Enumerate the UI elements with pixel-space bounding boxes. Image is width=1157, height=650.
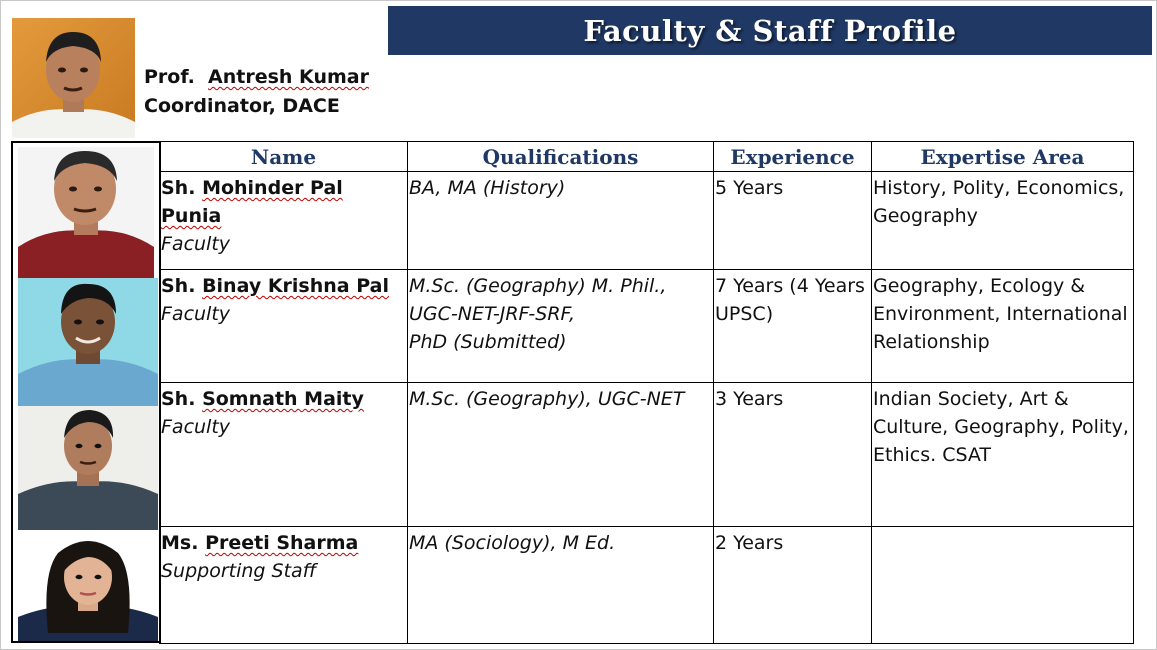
staff-photo (18, 533, 158, 641)
qualifications-cell: M.Sc. (Geography) M. Phil., UGC-NET-JRF-SRF, PhD (Submitted) (408, 270, 714, 383)
staff-photo (18, 406, 158, 530)
name-cell (160, 172, 408, 270)
page-title: Faculty & Staff Profile (583, 13, 957, 48)
qualifications-cell: MA (Sociology), M Ed. (408, 527, 714, 644)
title-banner (388, 6, 1152, 55)
staff-role: Faculty (161, 303, 231, 325)
coordinator-info (144, 63, 369, 121)
experience-cell: 5 Years (714, 172, 872, 270)
staff-name: Sh. Mohinder Pal Punia (161, 177, 343, 227)
table-row (160, 172, 1134, 270)
table-row (160, 383, 1134, 527)
experience-cell: 2 Years (714, 527, 872, 644)
table-row (160, 270, 1134, 383)
table-header-row (160, 142, 1134, 172)
coordinator-name: Antresh Kumar (208, 66, 369, 88)
qualifications-cell: BA, MA (History) (408, 172, 714, 270)
column-header-experience: Experience (714, 142, 872, 172)
photo-column (11, 141, 161, 643)
staff-photo (18, 278, 158, 406)
column-header-expertise: Expertise Area (872, 142, 1134, 172)
staff-table (159, 141, 1134, 644)
coordinator-title: Prof. (144, 66, 195, 88)
expertise-cell (872, 527, 1134, 644)
coordinator-photo (12, 18, 135, 138)
experience-cell: 3 Years (714, 383, 872, 527)
table-row (160, 527, 1134, 644)
qualifications-cell: M.Sc. (Geography), UGC-NET (408, 383, 714, 527)
expertise-cell: History, Polity, Economics, Geography (872, 172, 1134, 270)
coordinator-name-line (144, 63, 369, 92)
staff-name: Ms. Preeti Sharma (161, 532, 359, 554)
name-cell (160, 383, 408, 527)
staff-role: Supporting Staff (161, 560, 317, 582)
experience-cell: 7 Years (4 Years UPSC) (714, 270, 872, 383)
staff-role: Faculty (161, 416, 231, 438)
staff-photo (18, 147, 154, 278)
name-cell (160, 270, 408, 383)
expertise-cell: Geography, Ecology & Environment, International Relationship (872, 270, 1134, 383)
column-header-qualifications: Qualifications (408, 142, 714, 172)
staff-name: Sh. Binay Krishna Pal (161, 275, 389, 297)
staff-role: Faculty (161, 233, 231, 255)
column-header-name: Name (160, 142, 408, 172)
expertise-cell: Indian Society, Art & Culture, Geography, Polity, Ethics. CSAT (872, 383, 1134, 527)
coordinator-designation: Coordinator, DACE (144, 95, 340, 117)
name-cell (160, 527, 408, 644)
staff-name: Sh. Somnath Maity (161, 388, 364, 410)
